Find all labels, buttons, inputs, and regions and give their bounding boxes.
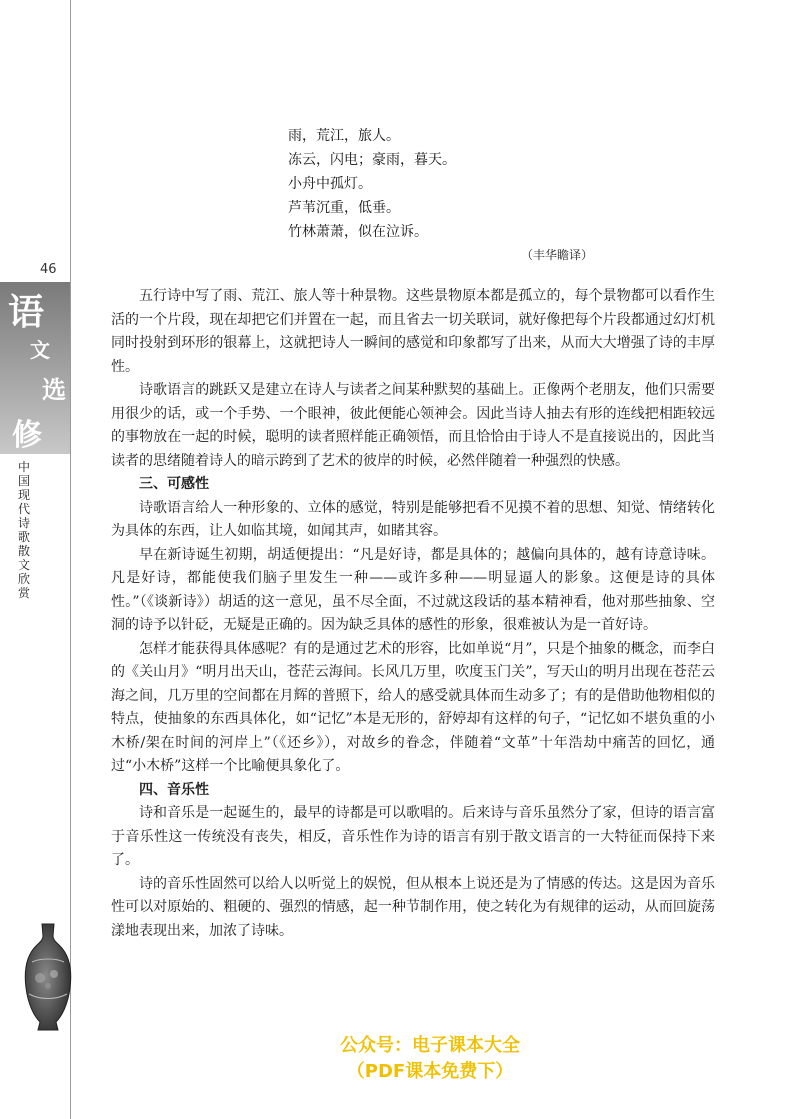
translator-credit: （丰华瞻译） — [521, 248, 594, 262]
watermark-footer — [300, 1033, 560, 1085]
poem-line: 芦苇沉重，低垂。 — [288, 200, 400, 216]
section-heading: 四、音乐性 — [139, 781, 209, 798]
poem-block — [288, 124, 456, 244]
section-heading: 三、可感性 — [139, 476, 209, 492]
paragraph: 诗歌语言的跳跃又是建立在诗人与读者之间某种默契的基础上。正像两个老朋友，他们只需要用很少的话，或一个手势、一个眼神，彼此便能心领神会。因此当诗人抽去有形的连线把相距较远的事物放在一起的时候，聪明的读者照样能正确领悟，而且恰恰由于诗人不是直接说出的，因此当读者的思绪随着诗人的暗示跨到了艺术的彼岸的时候，必然伴随着一种强烈的快感。 — [111, 382, 715, 469]
poem-line: 雨，荒江，旅人。 — [288, 128, 400, 144]
poem-line: 小舟中孤灯。 — [288, 176, 372, 192]
paragraph: 诗的音乐性固然可以给人以听觉上的娱悦，但从根本上说还是为了情感的传达。这是因为音乐性可以对原始的、粗硬的、强烈的情感，起一种节制作用，使之转化为有规律的运动，从而回旋荡漾地表现出来，加浓了诗味。 — [111, 875, 715, 939]
band-char-1: 语 — [8, 291, 45, 333]
body-text — [111, 285, 715, 943]
paragraph: 诗和音乐是一起诞生的，最早的诗都是可以歌唱的。后来诗与音乐虽然分了家，但诗的语言富于音乐性这一传统没有丧失，相反，音乐性作为诗的语言有别于散文语言的一大特征而保持下来了。 — [111, 805, 715, 868]
footer-line-1: 公众号：电子课本大全 — [340, 1035, 520, 1056]
paragraph: 五行诗中写了雨、荒江、旅人等十种景物。这些景物原本都是孤立的，每个景物都可以看作生活的一个片段，现在却把它们并置在一起，而且省去一切关联词，就好像把每个片段都通过幻灯机同时投射到环形的银幕上，这就把诗人一瞬间的感觉和印象都写了出来，从而大大增强了诗的丰厚性。 — [111, 288, 715, 375]
paragraph: 诗歌语言给人一种形象的、立体的感觉，特别是能够把看不见摸不着的思想、知觉、情绪转化为具体的东西，让人如临其境，如闻其声，如睹其容。 — [111, 499, 715, 539]
page-number: 46 — [40, 262, 57, 277]
paragraph: 早在新诗诞生初期，胡适便提出：“凡是好诗，都是具体的；越偏向具体的，越有诗意诗味。凡是好诗，都能使我们脑子里发生一种——或许多种——明显逼人的影象。这便是诗的具体性。”（《谈新诗》）胡适的这一意见，虽不尽全面，不过就这段话的基本精神看，他对那些抽象、空洞的诗予以针砭，无疑是正确的。因为缺乏具体的感性的形象，很难被认为是一首好诗。 — [111, 546, 715, 633]
series-title-vertical: 中国现代诗歌散文欣赏 — [17, 460, 30, 600]
vase-illustration — [20, 922, 76, 1032]
paragraph: 怎样才能获得具体感呢？有的是通过艺术的形容，比如单说“月”，只是个抽象的概念，而李白的《关山月》“明月出天山，苍茫云海间。长风几万里，吹度玉门关”，写天山的明月出现在苍茫云海之间，几万里的空间都在月辉的普照下，给人的感受就具体而生动多了；有的是借助他物相似的特点，使抽象的东西具体化，如“记忆”本是无形的，舒婷却有这样的句子，“记忆如不堪负重的小木桥/架在时间的河岸上”（《还乡》），对故乡的眷念，伴随着“文革”十年浩劫中痛苦的回忆，通过“小木桥”这样一个比喻便具象化了。 — [111, 640, 715, 774]
side-band — [0, 282, 70, 454]
band-char-2: 文 — [30, 338, 50, 362]
band-char-3: 选 — [42, 375, 66, 404]
poem-line: 竹林萧萧，似在泣诉。 — [288, 224, 428, 240]
footer-line-2: （PDF课本免费下） — [346, 1061, 514, 1082]
poem-line: 冻云，闪电；豪雨，暮天。 — [288, 152, 456, 168]
band-char-4: 修 — [12, 418, 42, 453]
